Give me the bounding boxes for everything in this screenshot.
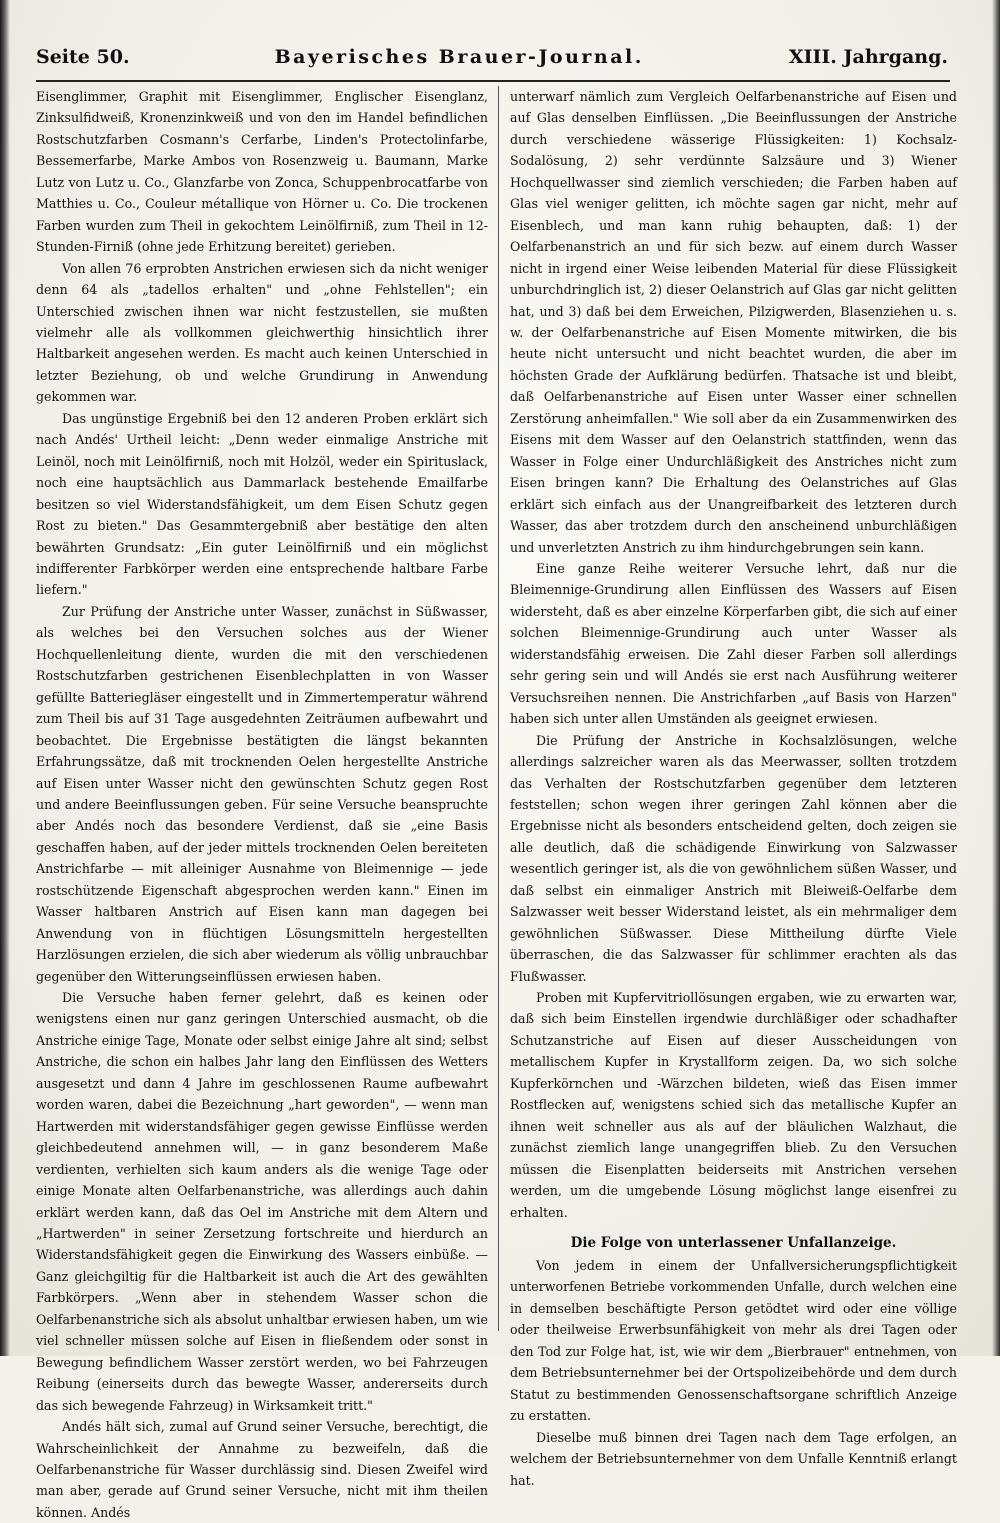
- paragraph: Von jedem in einem der Unfallversicherungspflichtigkeit unterworfenen Betriebe vorkommenden Unfalle, durch welchen eine in demselben beschäftigte Person getödtet wird oder eine völlige oder theilweise Erwerbsunfähigkeit von mehr als drei Tagen oder den Tod zur Folge hat, ist, wie wir dem „Bierbrauer" entnehmen, von dem Betriebsunternehmer bei der Ortspolizeibehörde und dem durch Statut zu bestimmenden Genossenschaftsorgane schriftlich Anzeige zu erstatten.: [510, 1258, 957, 1424]
- paragraph: Andés hält sich, zumal auf Grund seiner Versuche, berechtigt, die Wahrscheinlichkeit der Annahme zu bezweifeln, daß die Oelfarbenanstriche für Wasser durchlässig sind. Diesen Zweifel wird man aber, gerade auf Grund seiner Versuche, nicht mit ihm theilen können. Andés: [36, 1419, 488, 1520]
- paragraph: Eine ganze Reihe weiterer Versuche lehrt, daß nur die Bleimennige-Grundirung allen Einflüssen des Wassers auf Eisen widersteht, daß es aber einzelne Körperfarben gibt, die sich auf einer solchen Bleimennige-Grundirung auch unter Wasser als widerstandsfähig erweisen. Die Zahl dieser Farben soll allerdings sehr gering sein und will Andés sie erst nach Ausführung weiterer Versuchsreihen nennen. Die Anstrichfarben „auf Basis von Harzen" haben sich unter allen Umständen als geeignet erwiesen.: [510, 560, 957, 727]
- paragraph: Dieselbe muß binnen drei Tagen nach dem Tage erfolgen, an welchem der Betriebsunternehmer von dem Unfalle Kenntniß erlangt hat.: [510, 1429, 957, 1488]
- paragraph: Zur Prüfung der Anstriche unter Wasser, zunächst in Süßwasser, als welches bei den Versuchen solches aus der Wiener Hochquellenleitung diente, wurden die mit den verschiedenen Rostschutzfarben gestrichenen Eisenblechplatten in von Wasser gefüllte Batteriegläser eingestellt und in Zimmertemperatur während zum Theil bis auf 31 Tage ausgedehnten Zeiträumen aufbewahrt und beobachtet. Die Ergebnisse bestätigten die längst bekannten Erfahrungssätze, daß mit trocknenden Oelen hergestellte Anstriche auf Eisen unter Wasser nicht den gewünschten Schutz gegen Rost und andere Beeinflussungen geben. Für seine Versuche beanspruchte aber Andés noch das besondere Verdienst, daß sie „eine Basis geschaffen haben, auf der jeder mittels trocknenden Oelen bereiteten Anstrichfarbe — mit alleiniger Ausnahme von Bleimennige — jede rostschützende Eigenschaft abgesprochen werden kann." Einen im Wasser haltbaren Anstrich auf Eisen kann man dagegen bei Anwendung von in flüchtigen Lösungsmitteln hergestellten Harzlösungen erzielen, die sich aber wiederum als völlig unbrauchbar gegenüber den Witterungseinflüssen erwiesen haben.: [36, 603, 488, 984]
- left-column: [36, 86, 488, 1520]
- header-rule: [36, 80, 950, 82]
- page-header: [36, 46, 948, 78]
- paragraph: Von allen 76 erprobten Anstrichen erwiesen sich da nicht weniger denn 64 als „tadellos erhalten" und „ohne Fehlstellen"; ein Unterschied zwischen ihnen war nicht festzustellen, sie mußten vielmehr alle als vollkommen gleichwerthig hinsichtlich ihrer Haltbarkeit angesehen werden. Es macht auch keinen Unterschied in letzter Beziehung, ob und welche Grundirung in Anwendung gekommen war.: [36, 260, 488, 405]
- right-column: [510, 86, 957, 1488]
- paragraph: Eisenglimmer, Graphit mit Eisenglimmer, Englischer Eisenglanz, Zinksulfidweiß, Kronenzinkweiß und von den im Handel befindlichen Rostschutzfarben Cosmann's Cerfarbe, Linden's Protectolinfarbe, Bessemerfarbe, Marke Ambos von Rosenzweig u. Baumann, Marke Lutz von Lutz u. Co., Glanzfarbe von Zonca, Schuppenbrocatfarbe von Matthies u. Co., Couleur métallique von Hörner u. Co. Die trockenen Farben wurden zum Theil in gekochtem Leinölfirniß, zum Theil in 12-Stunden-Firniß (ohne jede Erhitzung bereitet) gerieben.: [36, 89, 488, 255]
- page-number: Seite 50.: [36, 46, 130, 68]
- paragraph: Die Prüfung der Anstriche in Kochsalzlösungen, welche allerdings salzreicher waren als das Meerwasser, sollten trotzdem das Verhalten der Rostschutzfarben gegenüber dem letzteren feststellen; schon wegen ihrer geringen Zahl können aber die Ergebnisse nicht als besonders entscheidend gelten, doch zeigen sie alle deutlich, daß die schädigende Einwirkung von Salzwasser wesentlich geringer ist, als die von gewöhnlichem süßen Wasser, und daß selbst ein einmaliger Anstrich mit Bleiweiß-Oelfarbe dem Salzwasser weit besser Widerstand leistet, als ein mehrmaliger dem gewöhnlichen Süßwasser. Diese Mittheilung dürfte Viele überraschen, die das Salzwasser für schlimmer erachten als das Flußwasser.: [510, 732, 957, 984]
- paragraph: Das ungünstige Ergebniß bei den 12 anderen Proben erklärt sich nach Andés' Urtheil leicht: „Denn weder einmalige Anstriche mit Leinöl, noch mit Leinölfirniß, noch mit Holzöl, weder ein Spirituslack, noch eine hauptsächlich aus Dammarlack bestehende Emailfarbe besitzen so viel Widerstandsfähigkeit, um dem Eisen Schutz gegen Rost zu bieten." Das Gesammtergebniß aber bestätige den alten bewährten Grundsatz: „Ein guter Leinölfirniß und ein möglichst indifferenter Farbkörper werden eine entsprechende haltbare Farbe liefern.": [36, 410, 488, 598]
- paragraph: Proben mit Kupfervitriollösungen ergaben, wie zu erwarten war, daß sich beim Einstellen irgendwie durchläßiger oder schadhafter Schutzanstriche auf Eisen auf dieser Ausscheidungen von metallischem Kupfer in Krystallform zeigen. Da, wo sich solche Kupferkörnchen und -Wärzchen bildeten, wieß das Eisen immer Rostflecken auf, wenigstens schied sich das metallische Kupfer an ihnen weit schneller aus als auf der bläulichen Walzhaut, die zunächst ziemlich lange unangegriffen blieb. Zu den Versuchen müssen die Eisenplatten beiderseits mit Anstrichen versehen werden, um die umgebende Lösung möglichst lange eisenfrei zu erhalten.: [510, 990, 957, 1220]
- section-title: Die Folge von unterlassener Unfallanzeige.: [570, 1235, 897, 1252]
- scan-edge-right: [992, 0, 1000, 1356]
- column-divider: [498, 86, 499, 1331]
- paragraph: unterwarf nämlich zum Vergleich Oelfarbenanstriche auf Eisen und auf Glas denselben Einflüssen. „Die Beeinflussungen der Anstriche durch verschiedene wässerige Flüssigkeiten: 1) Kochsalz-Sodalösung, 2) sehr verdünnte Salzsäure und 3) Wiener Hochquellwasser sind ziemlich verschieden; die Farben haben auf Glas viel weniger gelitten, ich möchte sagen gar nicht, mehr auf Eisenblech, und man kann ruhig behaupten, daß: 1) der Oelfarbenanstrich an und für sich bezw. auf einem durch Wasser nicht in irgend einer Weise leibenden Material für diese Flüssigkeit unburchdringlich ist, 2) dieser Oelanstrich auf Glas gar nicht gelitten hat, und 3) daß bei dem Erweichen, Pilzigwerden, Blasenziehen u. s. w. der Oelfarbenanstriche auf Eisen Momente mitwirken, die bis heute nicht untersucht und nicht beachtet wurden, die aber im höchsten Grade der Aufklärung bedürfen. Thatsache ist und bleibt, daß Oelfarbenanstriche auf Eisen unter Wasser einer schnellen Zerstörung anheimfallen." Wie soll aber da ein Zusammenwirken des Eisens mit dem Wasser auf den Oelanstrich stattfinden, wenn das Wasser in Folge einer Undurchläßigkeit des Anstriches nicht zum Eisen bringen kann? Die Erhaltung des Oelanstriches auf Glas erklärt sich einfach aus der Unangreifbarkeit des letzteren durch Wasser, das aber trotzdem durch den anscheinend unburchläßigen und unverletzten Anstrich zu ihm hindurchgebrungen sein kann.: [510, 89, 957, 555]
- paragraph: Die Versuche haben ferner gelehrt, daß es keinen oder wenigstens einen nur ganz geringen Unterschied ausmacht, ob die Anstriche einige Tage, Monate oder selbst einige Jahre alt sind; selbst Anstriche, die schon ein halbes Jahr lang den Einflüssen des Wetters ausgesetzt und dann 4 Jahre im geschlossenen Raume aufbewahrt worden waren, dabei die Bezeichnung „hart geworden", — wenn man Hartwerden mit widerstandsfähiger gegen gewisse Einflüsse werden gleichbedeutend annehmen will, — in ganz besonderem Maße verdienten, verhielten sich kaum anders als die wenige Tage oder einige Monate alten Oelfarbenanstriche, was allerdings auch dahin erklärt werden kann, daß das Oel im Anstriche mit dem Altern und „Hartwerden" in seiner Zersetzung fortschreite und hierdurch an Widerstandsfähigkeit gegen die Einwirkung des Wassers einbüße. — Ganz gleichgiltig für die Haltbarkeit ist auch die Art des gewählten Farbkörpers. „Wenn aber in stehendem Wasser schon die Oelfarbenanstriche sich als absolut unhaltbar erwiesen haben, um wie viel schneller müssen solche auf Eisen in fließendem oder sonst in Bewegung befindlichem Wasser zerstört werden, wo bei Fahrzeugen Reibung (einerseits durch das bewegte Wasser, andererseits durch das sich bewegende Fahrzeug) in Wirksamkeit tritt.": [36, 990, 488, 1413]
- volume-label: XIII. Jahrgang.: [788, 46, 948, 68]
- journal-title: Bayerisches Brauer-Journal.: [274, 46, 644, 68]
- scan-edge-left: [0, 0, 10, 1356]
